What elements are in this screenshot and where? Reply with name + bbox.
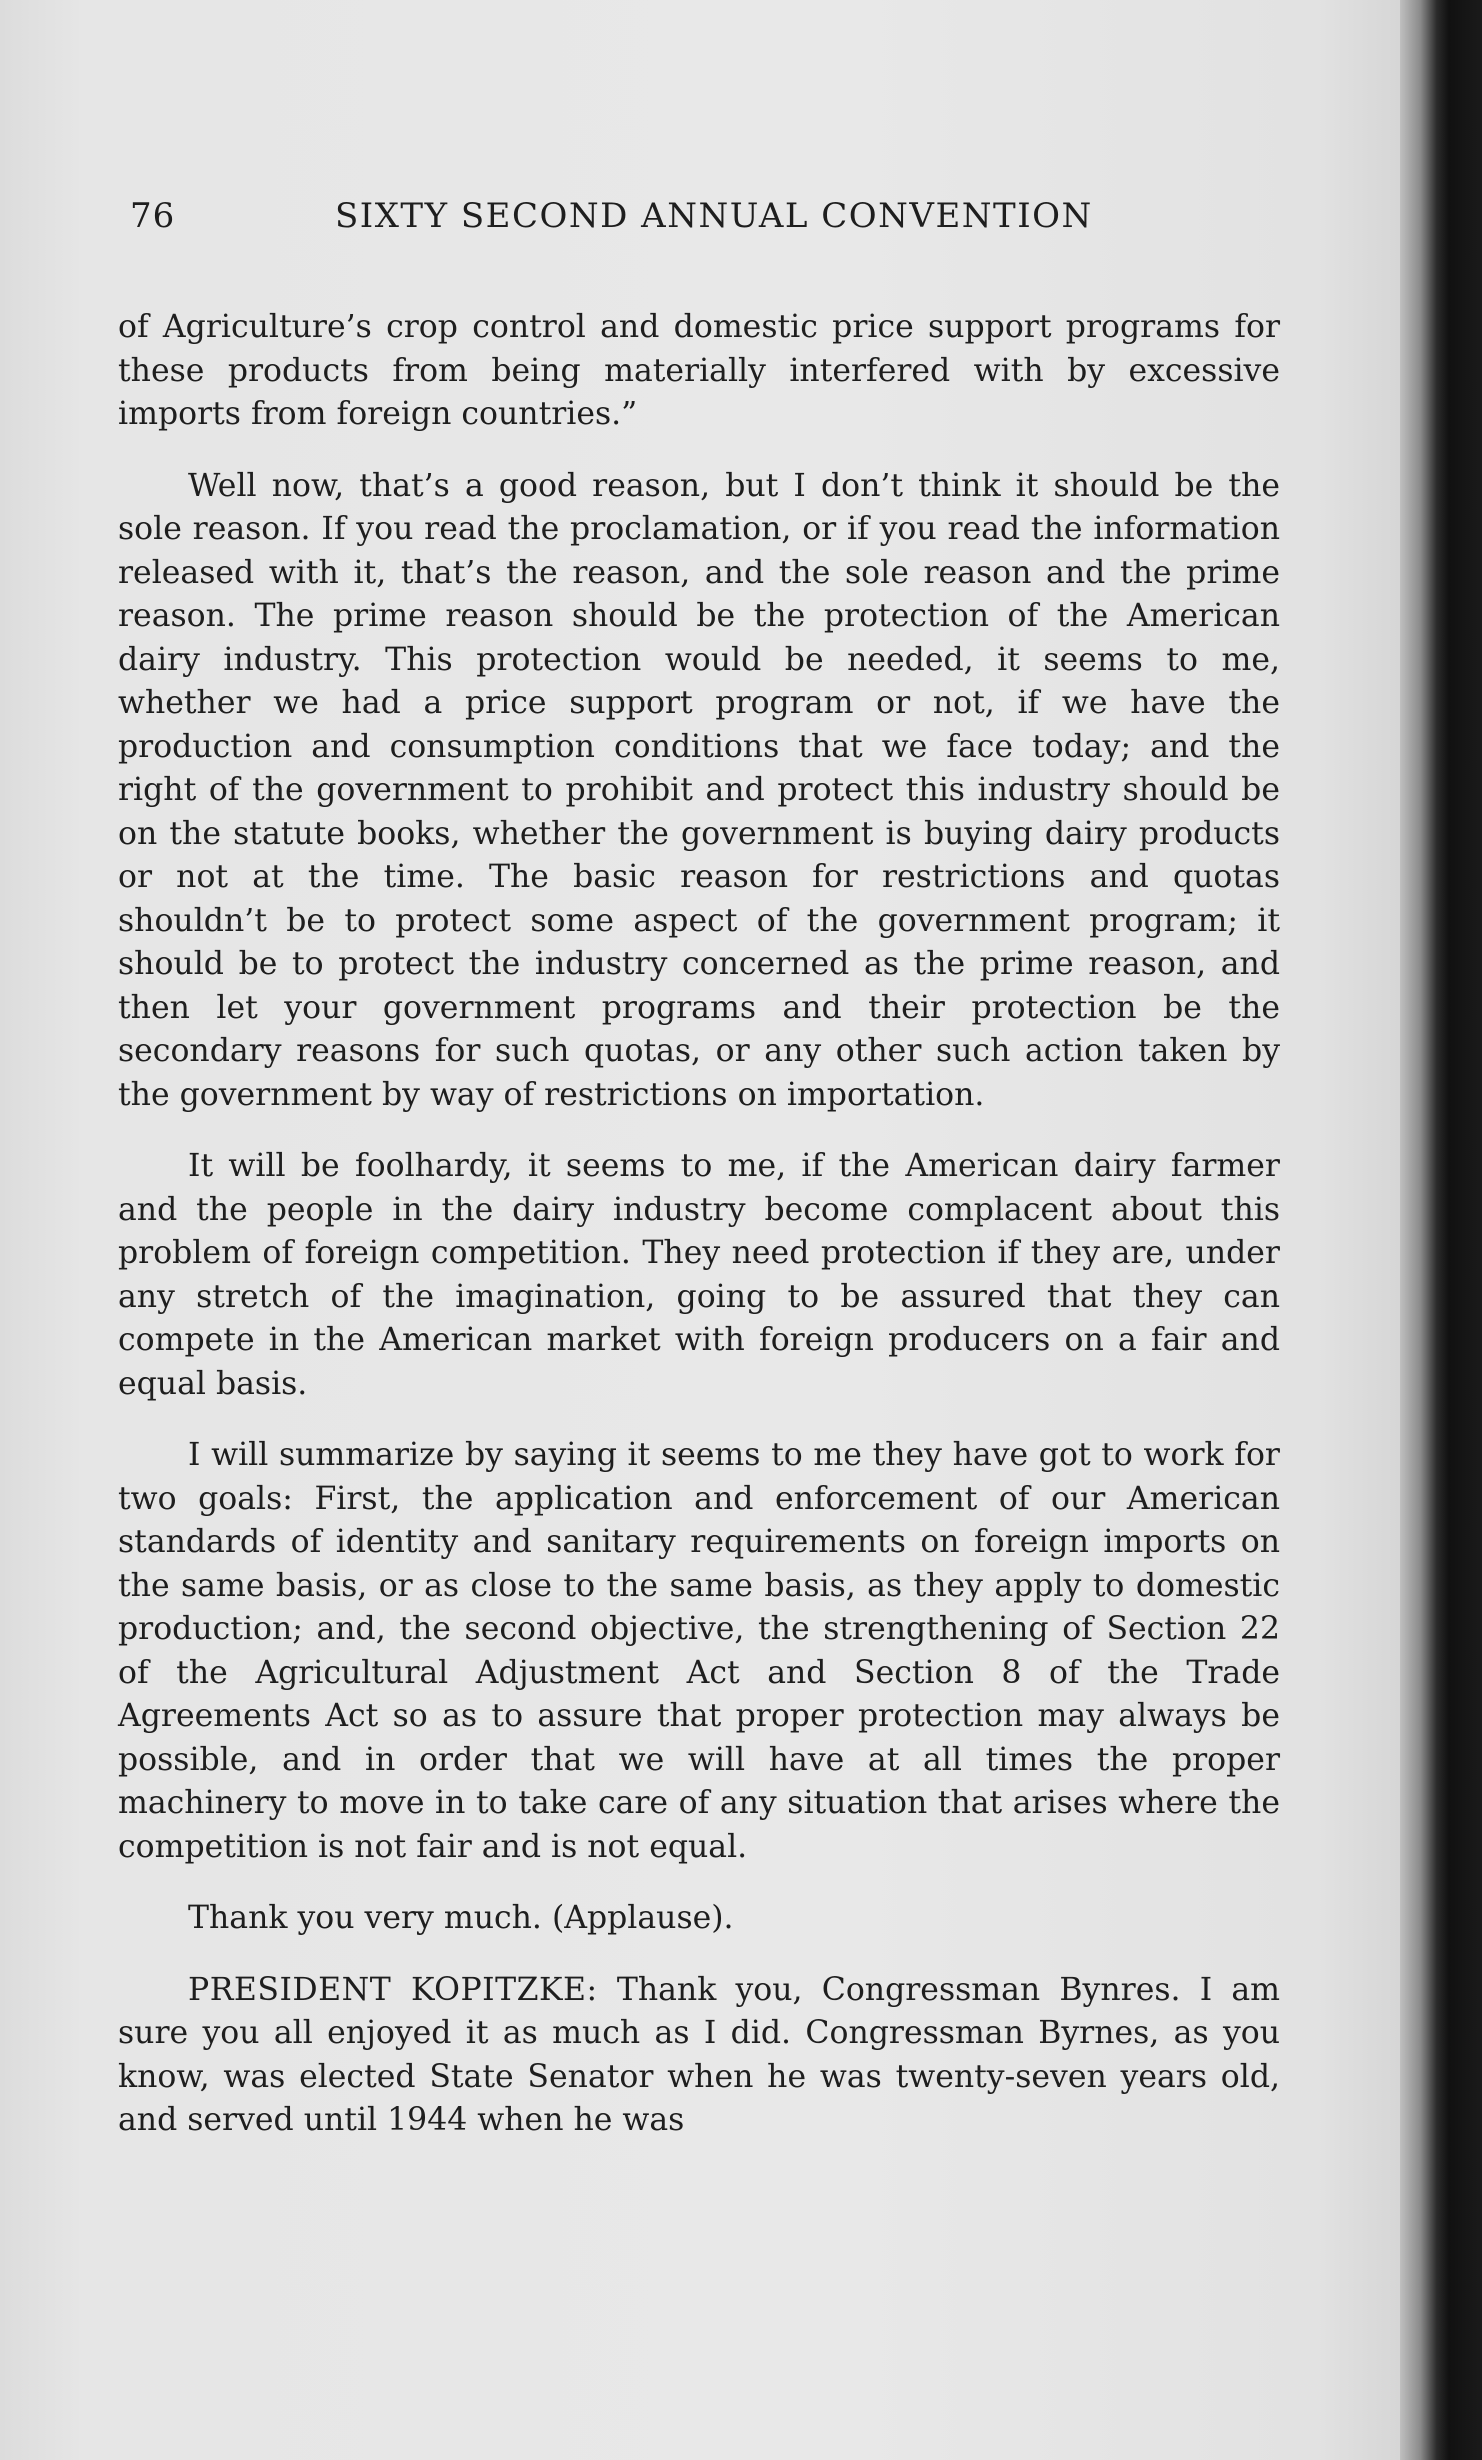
book-spine-shadow <box>1400 0 1482 2460</box>
page-number: 76 <box>130 196 176 236</box>
paragraph: Well now, that’s a good reason, but I don’t think it should be the sole reason. If you read the proclamation, or if you read the information released with it, that’s the reason, and the sole reason and the prime reason. The prime reason should be the protection of the American dairy industry. This protection would be needed, it seems to me, whether we had a price support program or not, if we have the production and consumption conditions that we face today; and the right of the government to prohibit and protect this industry should be on the statute books, whether the government is buying dairy products or not at the time. The basic reason for restrictions and quotas shouldn’t be to protect some aspect of the government program; it should be to protect the industry concerned as the prime reason, and then let your government programs and their protection be the secondary reasons for such quotas, or any other such action taken by the government by way of restrictions on importation. <box>118 467 1280 1113</box>
speaker-text: Thank you, Congressman Bynres. I am sure you all enjoyed it as much as I did. Congressman Byrnes, as you know, was elected State Senator when he was twenty-seven years old, and served until 1944 when he was <box>118 1971 1281 2138</box>
speaker-name: PRESIDENT KOPITZKE: <box>188 1971 598 2008</box>
page-header <box>120 196 1280 246</box>
paragraph: It will be foolhardy, it seems to me, if the American dairy farmer and the people in the dairy industry become complacent about this problem of foreign competition. They need protection if they are, under any stretch of the imagination, going to be assured that they can compete in the American market with foreign producers on a fair and equal basis. <box>118 1148 1280 1402</box>
speaker-paragraph <box>118 1969 1280 2143</box>
paragraph-continued: of Agriculture’s crop control and domestic price support programs for these products from being materially interfered with by excessive imports from foreign countries.” <box>118 309 1280 432</box>
paragraph: Thank you very much. (Applause). <box>188 1900 734 1936</box>
body-text <box>118 306 1280 2171</box>
running-head: SIXTY SECOND ANNUAL CONVENTION <box>335 196 1093 236</box>
paragraph: I will summarize by saying it seems to me they have got to work for two goals: First, the application and enforcement of our American standards of identity and sanitary requirements on foreign imports on the same basis, or as close to the same basis, as they apply to domestic production; and, the second objective, the strengthening of Section 22 of the Agricultural Adjustment Act and Section 8 of the Trade Agreements Act so as to assure that proper protection may always be possible, and in order that we will have at all times the proper machinery to move in to take care of any situation that arises where the competition is not fair and is not equal. <box>118 1437 1280 1865</box>
